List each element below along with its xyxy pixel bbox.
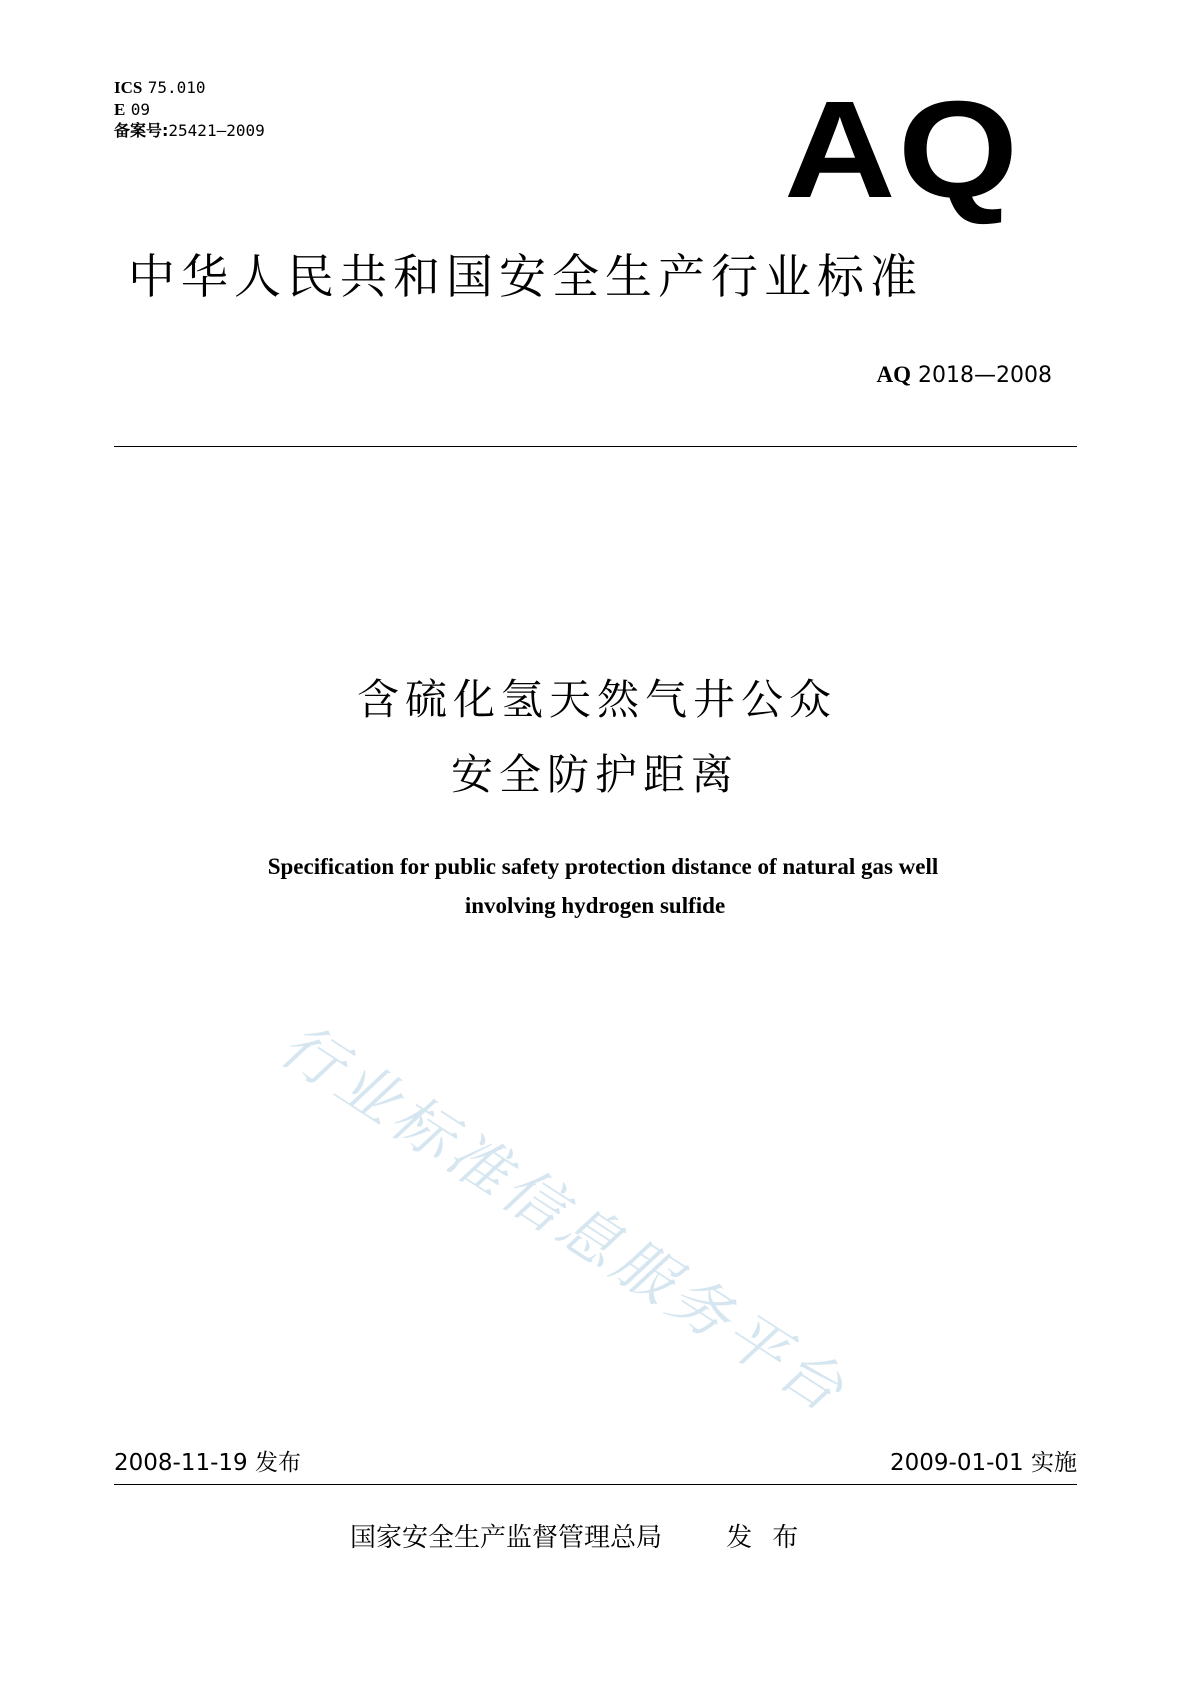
- filing-number: [114, 121, 265, 141]
- ics-value: 75.010: [147, 78, 206, 97]
- ccs-code: [114, 100, 150, 120]
- standard-number-prefix: AQ: [876, 362, 912, 387]
- title-en-line-1: Specification for public safety protection distance of natural gas well: [267, 854, 939, 879]
- title-en-line-2: involving hydrogen sulfide: [464, 893, 726, 918]
- ccs-label: E: [114, 100, 126, 119]
- issuer-row: [350, 1521, 818, 1555]
- filing-value: 25421—2009: [168, 121, 265, 140]
- footer-divider: [114, 1484, 1077, 1485]
- title-cn-line-1: 含硫化氢天然气井公众: [356, 675, 837, 724]
- standard-number-value: 2018—2008: [918, 363, 1052, 388]
- standard-number: [877, 362, 1052, 389]
- filing-label: 备案号:: [114, 121, 169, 140]
- header-divider: [114, 446, 1077, 447]
- aq-logo: AQ: [784, 73, 1021, 227]
- watermark: 行业标准信息服务平台: [267, 1010, 860, 1429]
- standard-type-heading: 中华人民共和国安全生产行业标准: [128, 250, 923, 305]
- title-cn-line-2: 安全防护距离: [450, 750, 739, 799]
- ics-label: ICS: [114, 78, 143, 97]
- issue-date: 2008-11-19 发布: [114, 1450, 301, 1476]
- issuer-name: 国家安全生产监督管理总局: [350, 1523, 663, 1553]
- ics-code: [114, 78, 206, 98]
- implementation-date: 2009-01-01 实施: [890, 1450, 1077, 1476]
- ccs-value: 09: [130, 100, 151, 119]
- issuer-action: 发布: [726, 1523, 819, 1553]
